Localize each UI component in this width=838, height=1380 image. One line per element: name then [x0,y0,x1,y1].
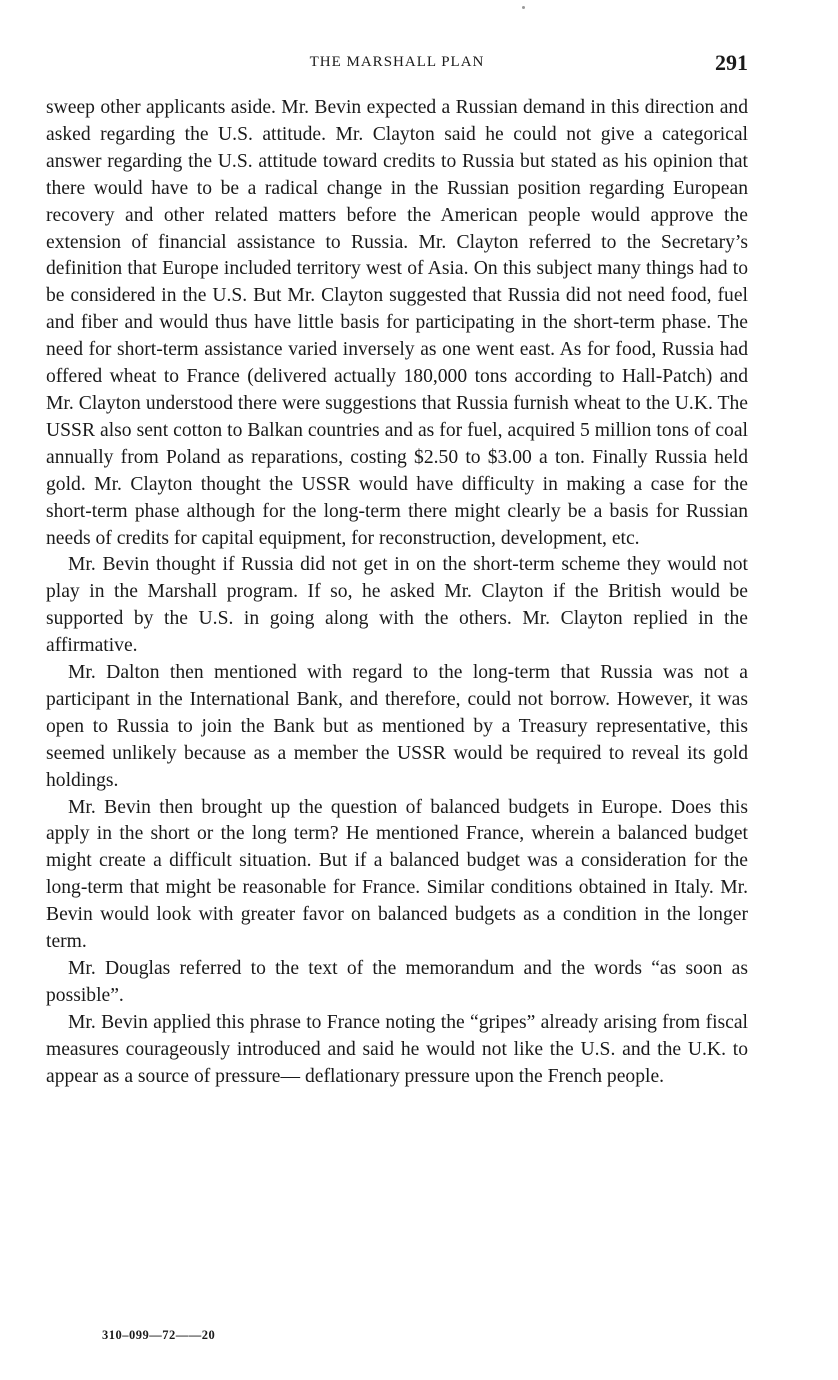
paragraph: Mr. Bevin thought if Russia did not get in on the short-term scheme they would not play in the Marshall program. If so, he asked Mr. Clayton if the British would be supported by the U.S. in going along with the others. Mr. Clayton replied in the affirmative. [46,554,748,657]
running-header [46,50,748,80]
paragraph: Mr. Douglas referred to the text of the memorandum and the words “as soon as possible”. [46,958,748,1006]
page-number: 291 [715,50,748,75]
paragraph: Mr. Bevin applied this phrase to France noting the “gripes” already arising from fiscal measures courageously introduced and said he would not like the U.S. and the U.K. to appear as a source of pressure— deflationary pressure upon the French people. [46,1011,748,1087]
body-text [46,95,748,1091]
paragraph: sweep other applicants aside. Mr. Bevin expected a Russian demand in this direction and asked regarding the U.S. attitude. Mr. Clayton said he could not give a categorical answer regarding the U.S. attitude toward credits to Russia but stated as his opinion that there would have to be a radical change in the Russian position regarding European recovery and other related matters before the American people would approve the extension of financial assistance to Russia. Mr. Clayton referred to the Secretary’s definition that Europe included territory west of Asia. On this subject many things had to be considered in the U.S. But Mr. Clayton suggested that Russia did not need food, fuel and fiber and would thus have little basis for participating in the short-term phase. The need for short-term assistance varied inversely as one went east. As for food, Russia had offered wheat to France (delivered actually 180,000 tons according to Hall-Patch) and Mr. Clayton understood there were suggestions that Russia furnish wheat to the U.K. The USSR also sent cotton to Balkan countries and as for fuel, acquired 5 million tons of coal annually from Poland as reparations, costing $2.50 to $3.00 a ton. Finally Russia held gold. Mr. Clayton thought the USSR would have difficulty in making a case for the short-term phase although for the long-term there might clearly be a basis for Russian needs of credits for capital equipment, for reconstruction, development, etc. [46,97,748,549]
scan-speck [522,6,525,9]
printing-code: 310–099—72——20 [102,1328,216,1342]
paragraph: Mr. Dalton then mentioned with regard to the long-term that Russia was not a participant in the International Bank, and therefore, could not borrow. However, it was open to Russia to join the Bank but as mentioned by a Treasury representative, this seemed unlikely because as a member the USSR would be required to reveal its gold holdings. [46,662,748,791]
paragraph: Mr. Bevin then brought up the question of balanced budgets in Europe. Does this apply in the short or the long term? He mentioned France, wherein a balanced budget might create a difficult situation. But if a balanced budget was a consideration for the long-term that might be reasonable for France. Similar conditions obtained in Italy. Mr. Bevin would look with greater favor on balanced budgets as a condition in the longer term. [46,796,748,953]
running-title: THE MARSHALL PLAN [309,54,485,70]
